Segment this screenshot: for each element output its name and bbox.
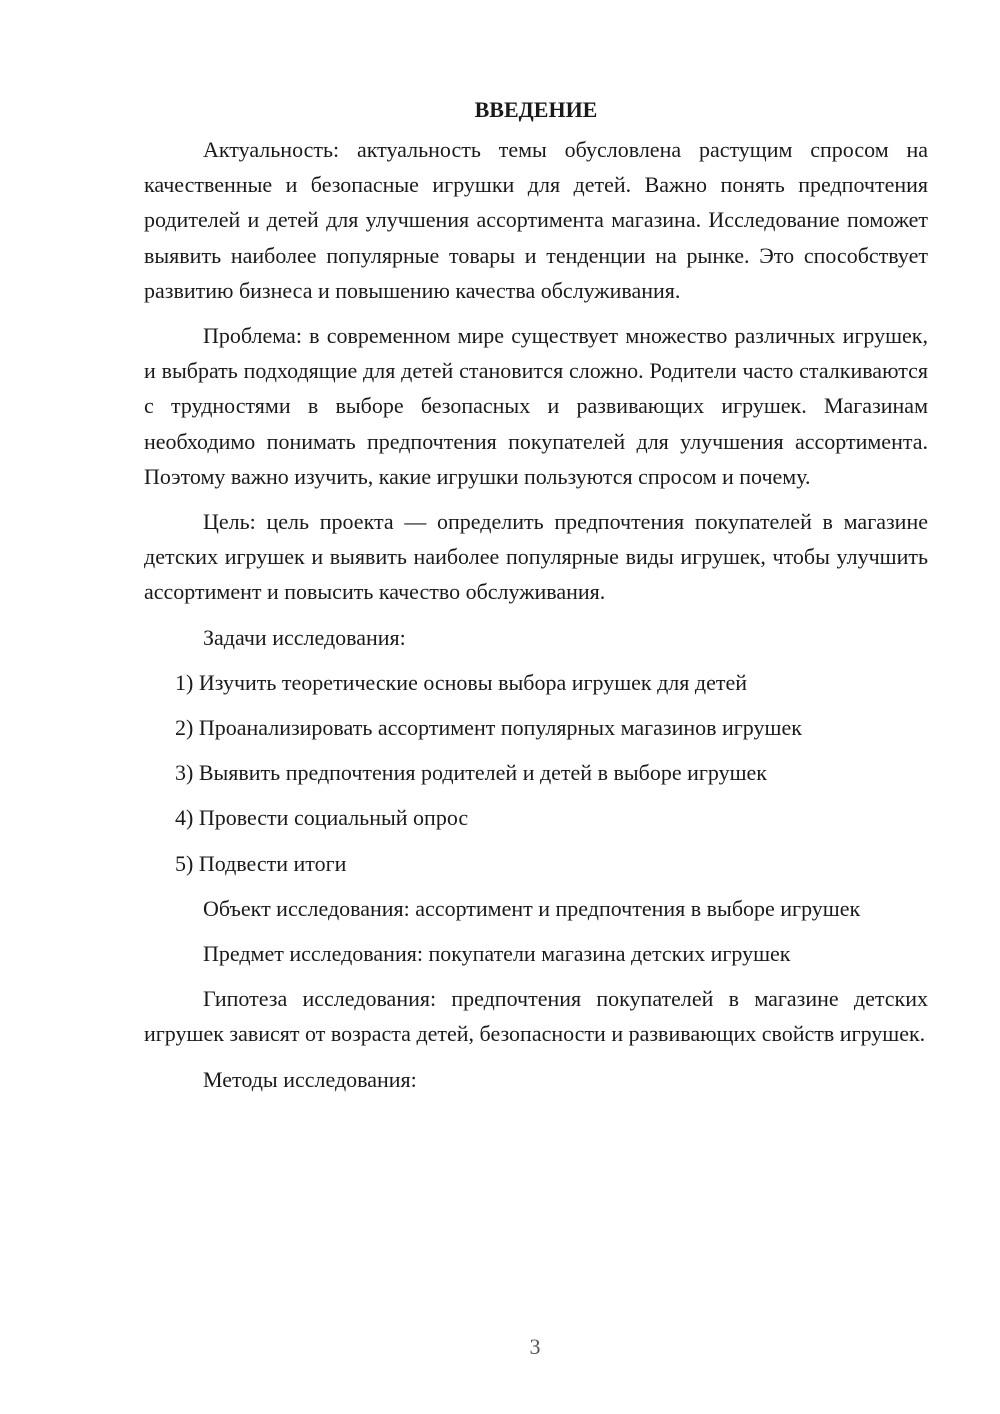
list-item: 5) Подвести итоги (175, 850, 347, 876)
paragraph-problem: Проблема: в современном мире существует множество различных игрушек, и выбрать подходящие для детей становится сложно. Родители часто сталкиваются с трудностями в выборе безопасных и развивающих игрушек. Магазинам необходимо понимать предпочтения покупателей для улучшения ассортимента. Поэтому важно изучить, какие игрушки пользуются спросом и почему. (144, 323, 928, 489)
list-item: 3) Выявить предпочтения родителей и детей в выборе игрушек (175, 760, 767, 786)
paragraph-object: Объект исследования: ассортимент и предпочтения в выборе игрушек (203, 895, 861, 921)
paragraph-relevance: Актуальность: актуальность темы обусловлена растущим спросом на качественные и безопасные игрушки для детей. Важно понять предпочтения родителей и детей для улучшения ассортимента магазина. Исследование поможет выявить наиболее популярные товары и тенденции на рынке. Это способствует развитию бизнеса и повышению качества обслуживания. (144, 137, 928, 303)
list-item: 4) Провести социальный опрос (175, 805, 469, 831)
tasks-heading: Задачи исследования: (203, 624, 406, 650)
methods-heading: Методы исследования: (203, 1066, 417, 1092)
page-number: 3 (529, 1334, 541, 1359)
paragraph-goal: Цель: цель проекта — определить предпочтения покупателей в магазине детских игрушек и выявить наиболее популярные виды игрушек, чтобы улучшить ассортимент и повысить качество обслуживания. (144, 509, 928, 605)
list-item: 2) Проанализировать ассортимент популярных магазинов игрушек (175, 715, 802, 741)
section-title: ВВЕДЕНИЕ (474, 97, 598, 122)
document-page (144, 92, 928, 1107)
paragraph-hypothesis: Гипотеза исследования: предпочтения покупателей в магазине детских игрушек зависят от возраста детей, безопасности и развивающих свойств игрушек. (144, 986, 928, 1047)
paragraph-subject: Предмет исследования: покупатели магазина детских игрушек (203, 941, 791, 967)
list-item: 1) Изучить теоретические основы выбора игрушек для детей (175, 669, 748, 695)
tasks-list (144, 665, 928, 881)
